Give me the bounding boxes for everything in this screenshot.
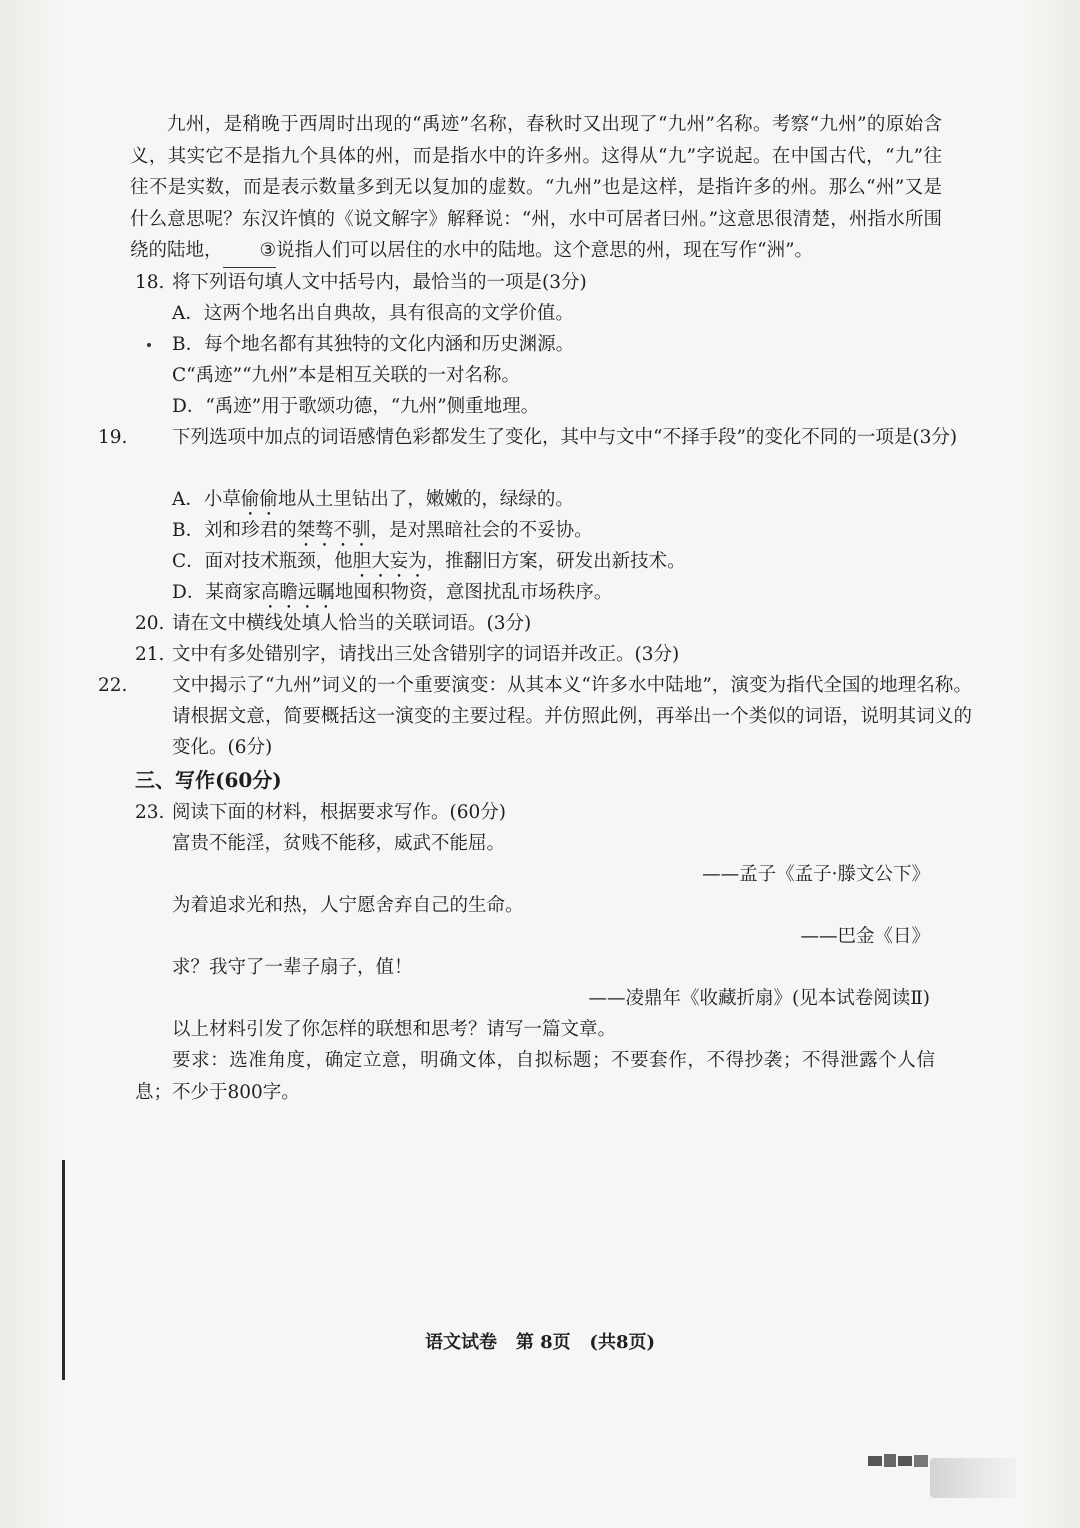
question-stem: 阅读下面的材料，根据要求写作。(60分) <box>172 802 506 823</box>
footer-subject: 语文试卷 <box>425 1332 497 1353</box>
question-21 <box>135 639 679 670</box>
question-18 <box>135 267 587 298</box>
question-stem: 请在文中横线处填人恰当的关联词语。(3分) <box>172 613 532 634</box>
passage-text-after-blank: 说指人们可以居住的水中的陆地。这个意思的州，现在写作“洲”。 <box>276 240 814 261</box>
pen-mark <box>147 343 151 347</box>
option-text: ，是对黑暗社会的不妥协。 <box>370 520 593 541</box>
question-number: 19. <box>98 427 128 448</box>
dotted-word: 高瞻远瞩 <box>260 582 335 603</box>
question-number: 18. <box>135 272 165 293</box>
section-title: 三、写作(60分) <box>135 768 282 792</box>
watermark-logo-icon <box>868 1452 930 1470</box>
footer-total: (共8页) <box>589 1332 655 1353</box>
material-source-2: ——巴金《日》 <box>800 926 930 947</box>
material-quote-1: 富贵不能淫，贫贱不能移，威武不能屈。 <box>172 833 506 854</box>
writing-prompt: 以上材料引发了你怎样的联想和思考？请写一篇文章。 <box>172 1019 617 1040</box>
writing-requirements: 要求：选准角度，确定立意，明确文体，自拟标题；不要套作，不得抄袭；不得泄露个人信息；不少于800字。 <box>135 1050 935 1103</box>
option-text: D．某商家 <box>172 582 261 603</box>
option-text: A．小草 <box>172 489 241 510</box>
footer-page: 第 8页 <box>515 1332 571 1353</box>
question-stem: 将下列语句填人文中括号内，最恰当的一项是(3分) <box>172 272 587 293</box>
watermark-block <box>930 1458 1016 1498</box>
question-stem: 文中揭示了“九州”词义的一个重要演变：从其本义“许多水中陆地”，演变为指代全国的地理名称。请根据文意，简要概括这一演变的主要过程。并仿照此例，再举出一个类似的词语，说明其词义的变化。(6分) <box>172 675 972 758</box>
dotted-word: 桀骜不驯 <box>296 520 371 541</box>
question-22 <box>98 670 972 763</box>
option-text: C．面对技术瓶颈，他 <box>172 551 353 572</box>
passage-paragraph <box>130 109 942 268</box>
option-text: 地囤积物资，意图扰乱市场秩序。 <box>334 582 613 603</box>
q18-option-d: D．“禹迹”用于歌颂功德，“九州”侧重地理。 <box>172 396 540 417</box>
question-23 <box>135 797 506 828</box>
material-source-1: ——孟子《孟子·滕文公下》 <box>702 864 930 885</box>
q18-option-b: B．每个地名都有其独特的文化内涵和历史渊源。 <box>172 334 575 355</box>
question-stem: 下列选项中加点的词语感情色彩都发生了变化，其中与文中“不择手段”的变化不同的一项是(3分) <box>172 427 958 448</box>
option-text: B．刘和珍君的 <box>172 520 297 541</box>
question-20 <box>135 608 531 639</box>
material-quote-3: 求？我守了一辈子扇子，值！ <box>172 957 413 978</box>
page-footer <box>0 1328 1080 1358</box>
blank-3: ③ <box>223 235 277 268</box>
dotted-word: 偷偷 <box>240 489 278 510</box>
material-source-3: ——凌鼎年《收藏折扇》(见本试卷阅读Ⅱ) <box>588 988 930 1009</box>
question-number: 20. <box>135 613 165 634</box>
question-19 <box>98 422 972 453</box>
q18-option-a: A．这两个地名出自典故，具有很高的文学价值。 <box>172 303 574 324</box>
q18-option-c: C“禹迹”“九州”本是相互关联的一对名称。 <box>172 365 520 386</box>
question-number: 21. <box>135 644 165 665</box>
question-number: 23. <box>135 802 165 823</box>
question-number: 22. <box>98 675 128 696</box>
option-text: 地从土里钻出了，嫩嫩的，绿绿的。 <box>277 489 574 510</box>
passage-text-before-blank: 九州，是稍晚于西周时出现的“禹迹”名称，春秋时又出现了“九州”名称。考察“九州”的原始含义，其实它不是指九个具体的州，而是指水中的许多州。这得从“九”字说起。在中国古代，“九”往往不是实数，而是表示数量多到无以复加的虚数。“九州”也是这样，是指许多的州。那么“州”又是什么意思呢？东汉许慎的《说文解字》解释说：“州，水中可居者曰州。”这意思很清楚，州指水所围绕的陆地， <box>130 114 942 261</box>
question-stem: 文中有多处错别字，请找出三处含错别字的词语并改正。(3分) <box>172 644 680 665</box>
option-text: ，推翻旧方案，研发出新技术。 <box>426 551 686 572</box>
dotted-word: 胆大妄为 <box>352 551 427 572</box>
material-quote-2: 为着追求光和热，人宁愿舍弃自己的生命。 <box>172 895 524 916</box>
